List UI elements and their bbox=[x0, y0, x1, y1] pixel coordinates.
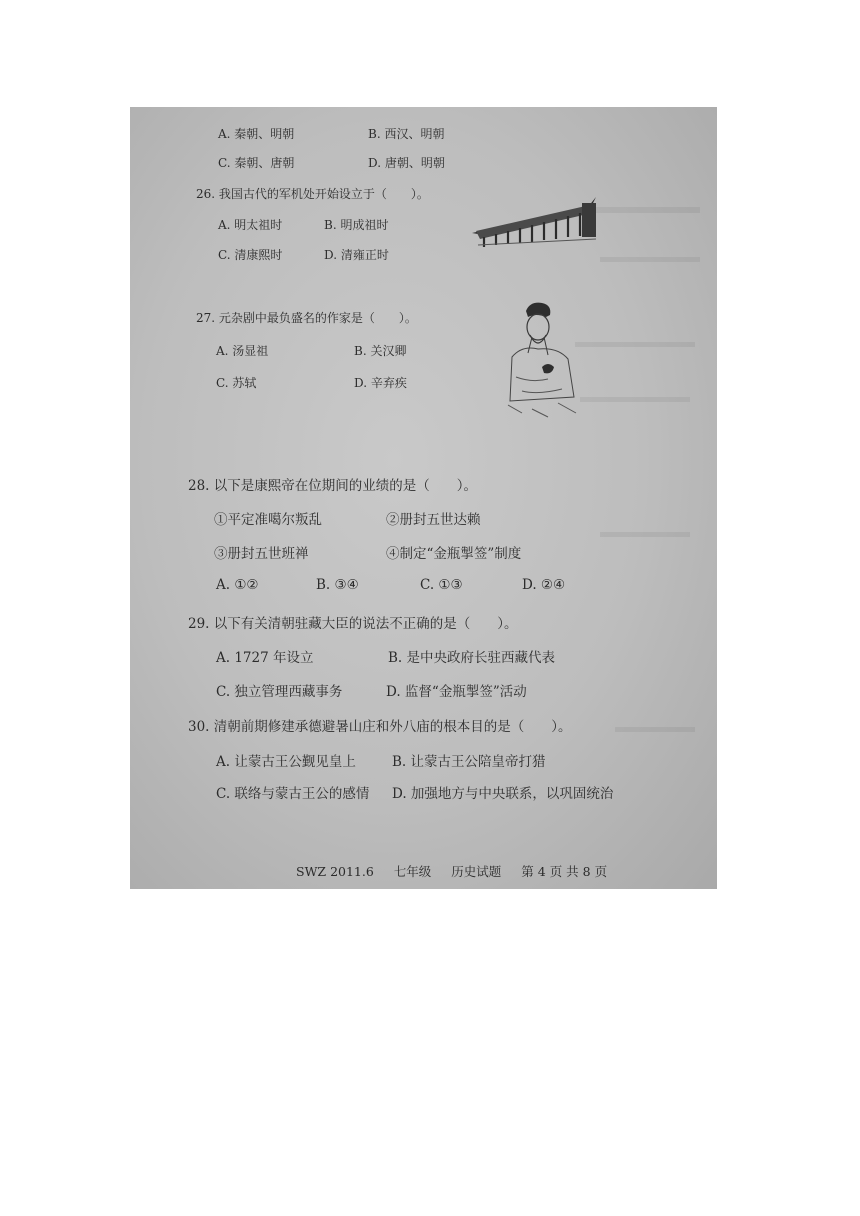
scanned-exam-page bbox=[130, 107, 717, 889]
q27-option-d: D. 辛弃疾 bbox=[354, 376, 407, 390]
footer-exam-code: SWZ 2011.6 bbox=[296, 864, 374, 879]
q29-option-c: C. 独立管理西藏事务 bbox=[216, 684, 343, 700]
q30-stem: 30. 清朝前期修建承德避暑山庄和外八庙的根本目的是（ ）。 bbox=[188, 719, 572, 735]
q28-option-a: A. ①② bbox=[216, 577, 259, 593]
bleed-through-mark bbox=[590, 207, 700, 213]
q25-option-d: D. 唐朝、明朝 bbox=[368, 156, 445, 170]
q28-statement-1: ①平定准噶尔叛乱 bbox=[214, 512, 322, 528]
q27-option-b: B. 关汉卿 bbox=[354, 344, 407, 358]
q26-stem: 26. 我国古代的军机处开始设立于（ ）。 bbox=[196, 187, 429, 201]
q27-stem: 27. 元杂剧中最负盛名的作家是（ ）。 bbox=[196, 311, 417, 325]
q28-stem: 28. 以下是康熙帝在位期间的业绩的是（ ）。 bbox=[188, 478, 478, 494]
footer-subject: 历史试题 bbox=[451, 864, 502, 879]
q30-option-d: D. 加强地方与中央联系，以巩固统治 bbox=[392, 786, 614, 802]
q28-statement-4: ④制定“金瓶掣签”制度 bbox=[386, 546, 522, 562]
q30-option-b: B. 让蒙古王公陪皇帝打猎 bbox=[392, 754, 546, 770]
footer-grade: 七年级 bbox=[393, 864, 432, 879]
q28-statement-2: ②册封五世达赖 bbox=[386, 512, 481, 528]
q26-option-d: D. 清雍正时 bbox=[324, 248, 389, 262]
bleed-through-mark bbox=[600, 257, 700, 262]
q29-stem: 29. 以下有关清朝驻藏大臣的说法不正确的是（ ）。 bbox=[188, 616, 518, 632]
q29-option-d: D. 监督“金瓶掣签”活动 bbox=[386, 684, 527, 700]
q30-option-c: C. 联络与蒙古王公的感情 bbox=[216, 786, 370, 802]
q28-option-d: D. ②④ bbox=[522, 577, 566, 593]
page-footer bbox=[296, 862, 623, 880]
q30-option-a: A. 让蒙古王公觐见皇上 bbox=[216, 754, 356, 770]
q27-option-c: C. 苏轼 bbox=[216, 376, 257, 390]
scholar-portrait-sketch bbox=[502, 297, 582, 419]
bleed-through-mark bbox=[615, 727, 695, 732]
q25-option-a: A. 秦朝、明朝 bbox=[218, 127, 295, 141]
footer-page-number: 第 4 页 共 8 页 bbox=[521, 864, 608, 879]
q28-option-b: B. ③④ bbox=[316, 577, 359, 593]
q26-option-b: B. 明成祖时 bbox=[324, 218, 389, 232]
bleed-through-mark bbox=[600, 532, 690, 537]
q26-option-a: A. 明太祖时 bbox=[218, 218, 283, 232]
q29-option-a: A. 1727 年设立 bbox=[216, 650, 314, 666]
q25-option-c: C. 秦朝、唐朝 bbox=[218, 156, 295, 170]
q28-statement-3: ③册封五世班禅 bbox=[214, 546, 309, 562]
bleed-through-mark bbox=[575, 342, 695, 347]
q26-option-c: C. 清康熙时 bbox=[218, 248, 283, 262]
q28-option-c: C. ①③ bbox=[420, 577, 463, 593]
palace-building-illustration bbox=[470, 189, 598, 247]
q25-option-b: B. 西汉、明朝 bbox=[368, 127, 445, 141]
q29-option-b: B. 是中央政府长驻西藏代表 bbox=[388, 650, 556, 666]
bleed-through-mark bbox=[580, 397, 690, 402]
q27-option-a: A. 汤显祖 bbox=[216, 344, 269, 358]
